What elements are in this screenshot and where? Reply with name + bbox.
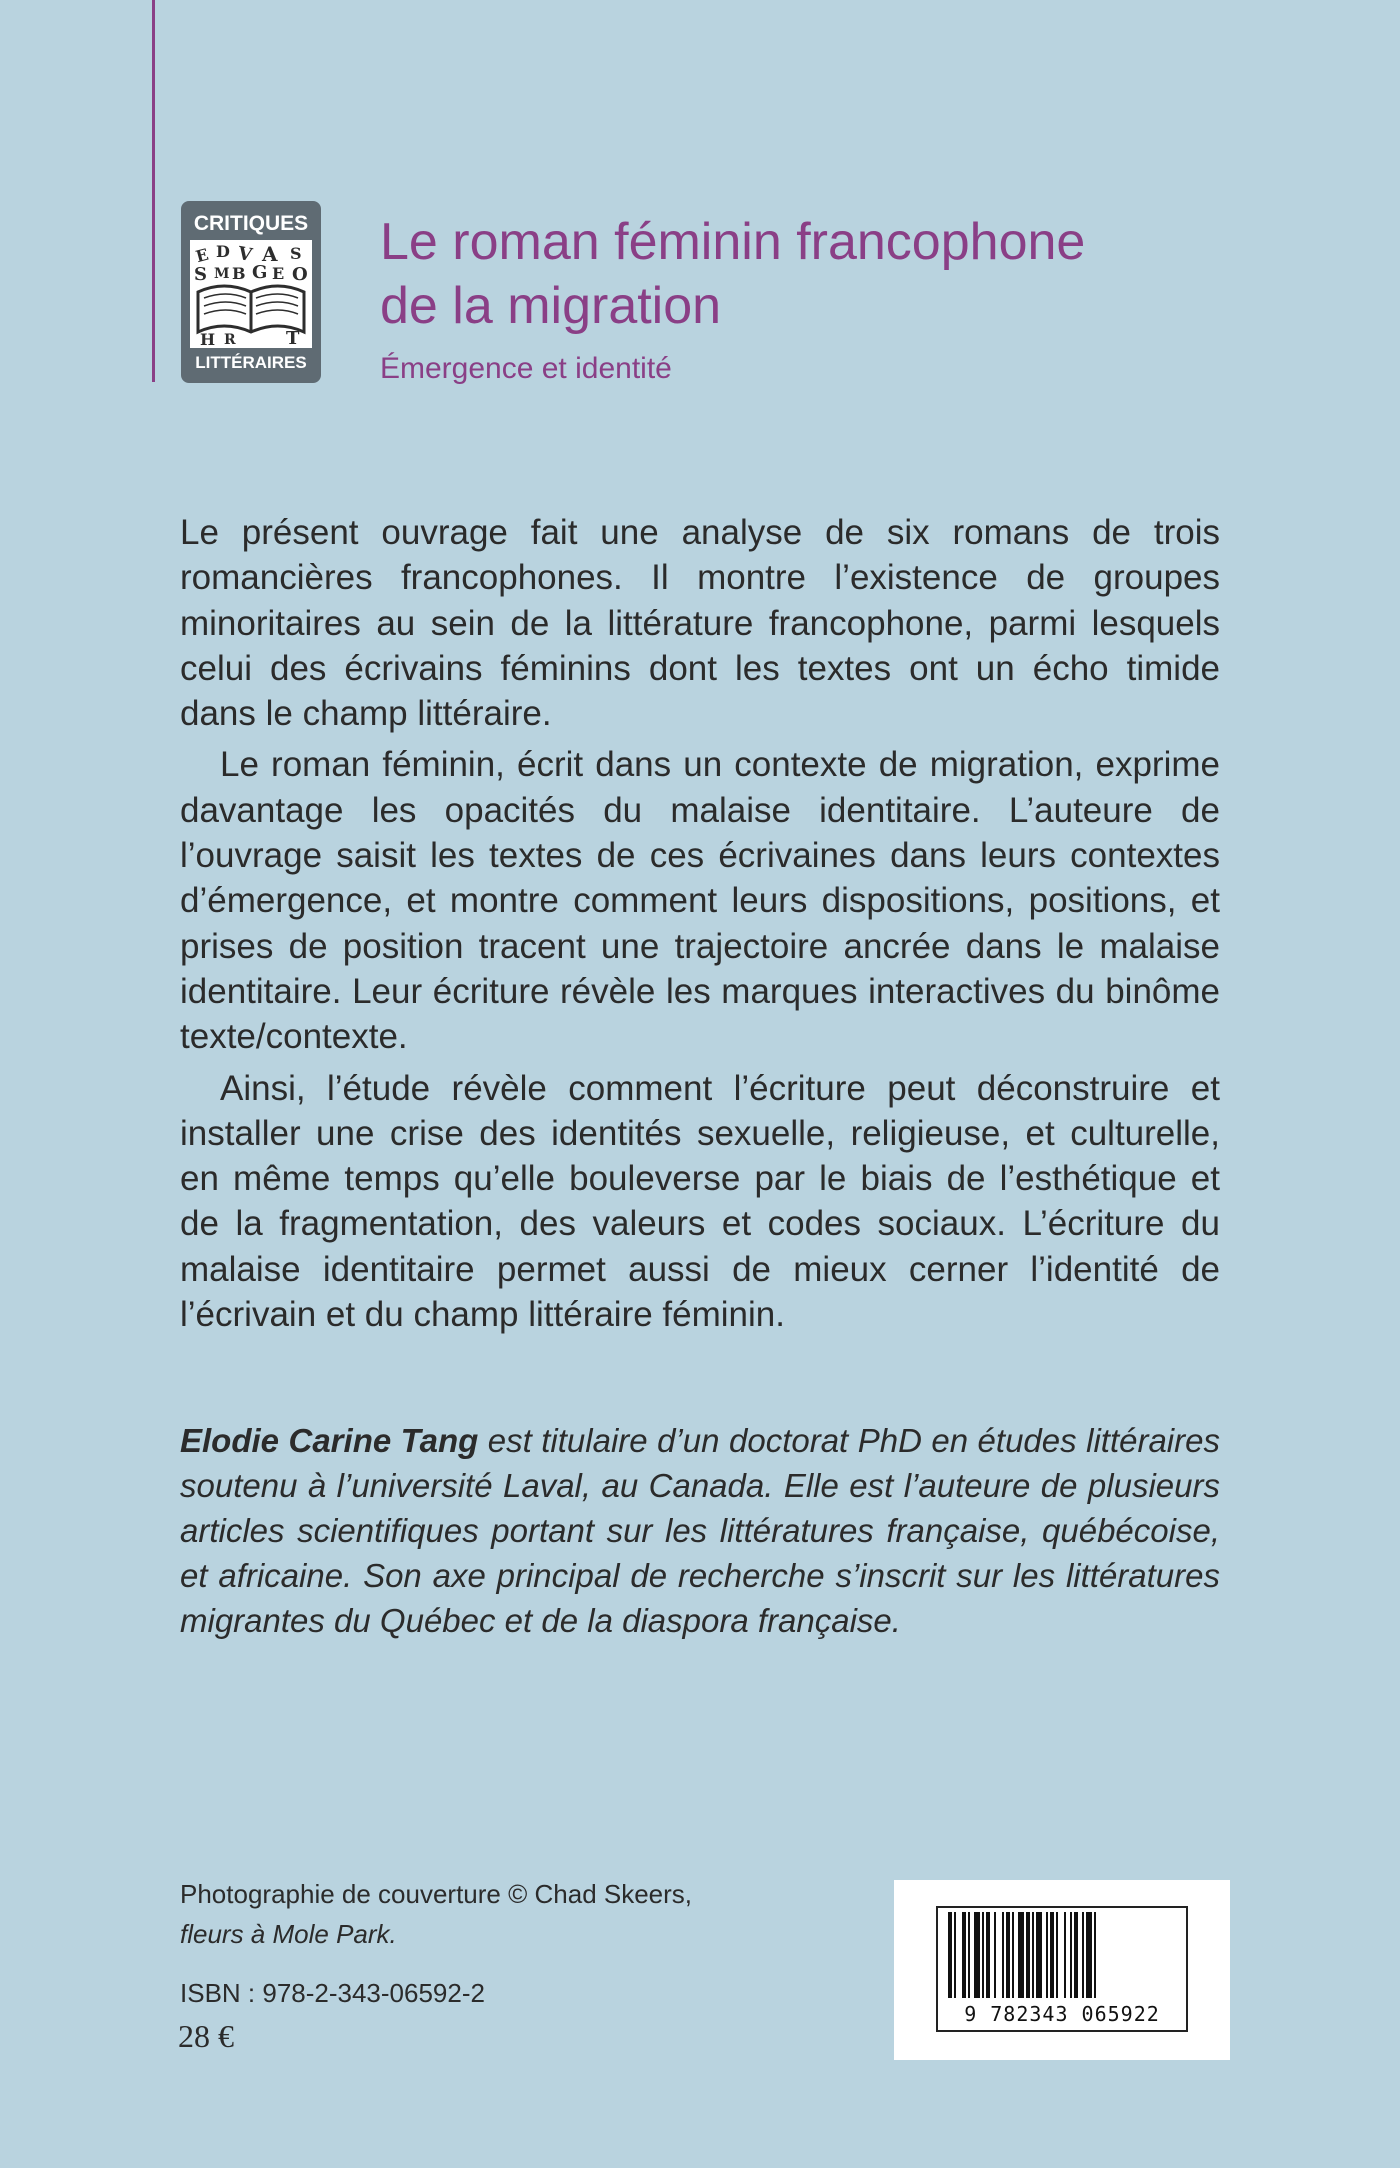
price-text: 28 € [178, 2018, 234, 2054]
author-bio-text: est titulaire d’un doctorat PhD en études littéraires soutenu à l’université Laval, au Canada. Elle est l’auteure de plusieurs articles scientifiques portant sur les littératures française, québécoise, et africaine. Son axe principal de recherche s’inscrit sur les littératures migrantes du Québec et de la diaspora française. [180, 1422, 1220, 1639]
summary-text [180, 510, 1220, 1337]
series-logo-top-text: CRITIQUES [193, 212, 309, 235]
author-name: Elodie Carine Tang [180, 1422, 479, 1459]
photo-credit-line-1: Photographie de couverture © Chad Skeers, [180, 1879, 693, 1909]
book-subtitle: Émergence et identité [380, 352, 672, 385]
book-title-line-1: Le roman féminin francophone [380, 213, 1086, 271]
decorative-vertical-line [152, 0, 155, 382]
series-logo-bottom-text: LITTÉRAIRES [195, 353, 307, 372]
photo-credit [180, 1874, 692, 1954]
barcode-bars-icon [938, 1912, 1186, 2002]
series-logo [181, 201, 321, 383]
book-title [380, 210, 1280, 338]
barcode [894, 1880, 1230, 2060]
isbn-text: ISBN : 978-2-343-06592-2 [180, 1978, 485, 2008]
summary-paragraph-3: Ainsi, l’étude révèle comment l’écriture peut déconstruire et installer une crise des identités sexuelle, religieuse, et culturelle, en même temps qu’elle bouleverse par le biais de l’esthétique et de la fragmentation, des valeurs et codes sociaux. L’écriture du malaise identitaire permet aussi de mieux cerner l’identité de l’écrivain et du champ littéraire féminin. [180, 1068, 1220, 1335]
author-bio [180, 1418, 1220, 1643]
book-title-line-2: de la migration [380, 277, 722, 335]
summary-paragraph-2: Le roman féminin, écrit dans un contexte de migration, exprime davantage les opacités du malaise identitaire. L’auteure de l’ouvrage saisit les textes de ces écrivaines dans leurs contextes d’émergence, et montre comment leurs dispositions, positions, et prises de position tracent une trajectoire ancrée dans le malaise identitaire. Leur écriture révèle les marques interactives du binôme texte/contexte. [180, 745, 1220, 1057]
barcode-frame [936, 1906, 1188, 2032]
summary-paragraph-1: Le présent ouvrage fait une analyse de six romans de trois romancières francophones. Il montre l’existence de groupes minoritaires au sein de la littérature francophone, parmi lesquels celui des écrivains féminins dont les textes ont un écho timide dans le champ littéraire. [180, 513, 1220, 734]
open-book-icon: E D V A S S M B G E O H R T [190, 240, 312, 348]
photo-credit-line-2: fleurs à Mole Park. [180, 1919, 397, 1949]
barcode-digits: 9 782343 065922 [964, 2002, 1160, 2026]
